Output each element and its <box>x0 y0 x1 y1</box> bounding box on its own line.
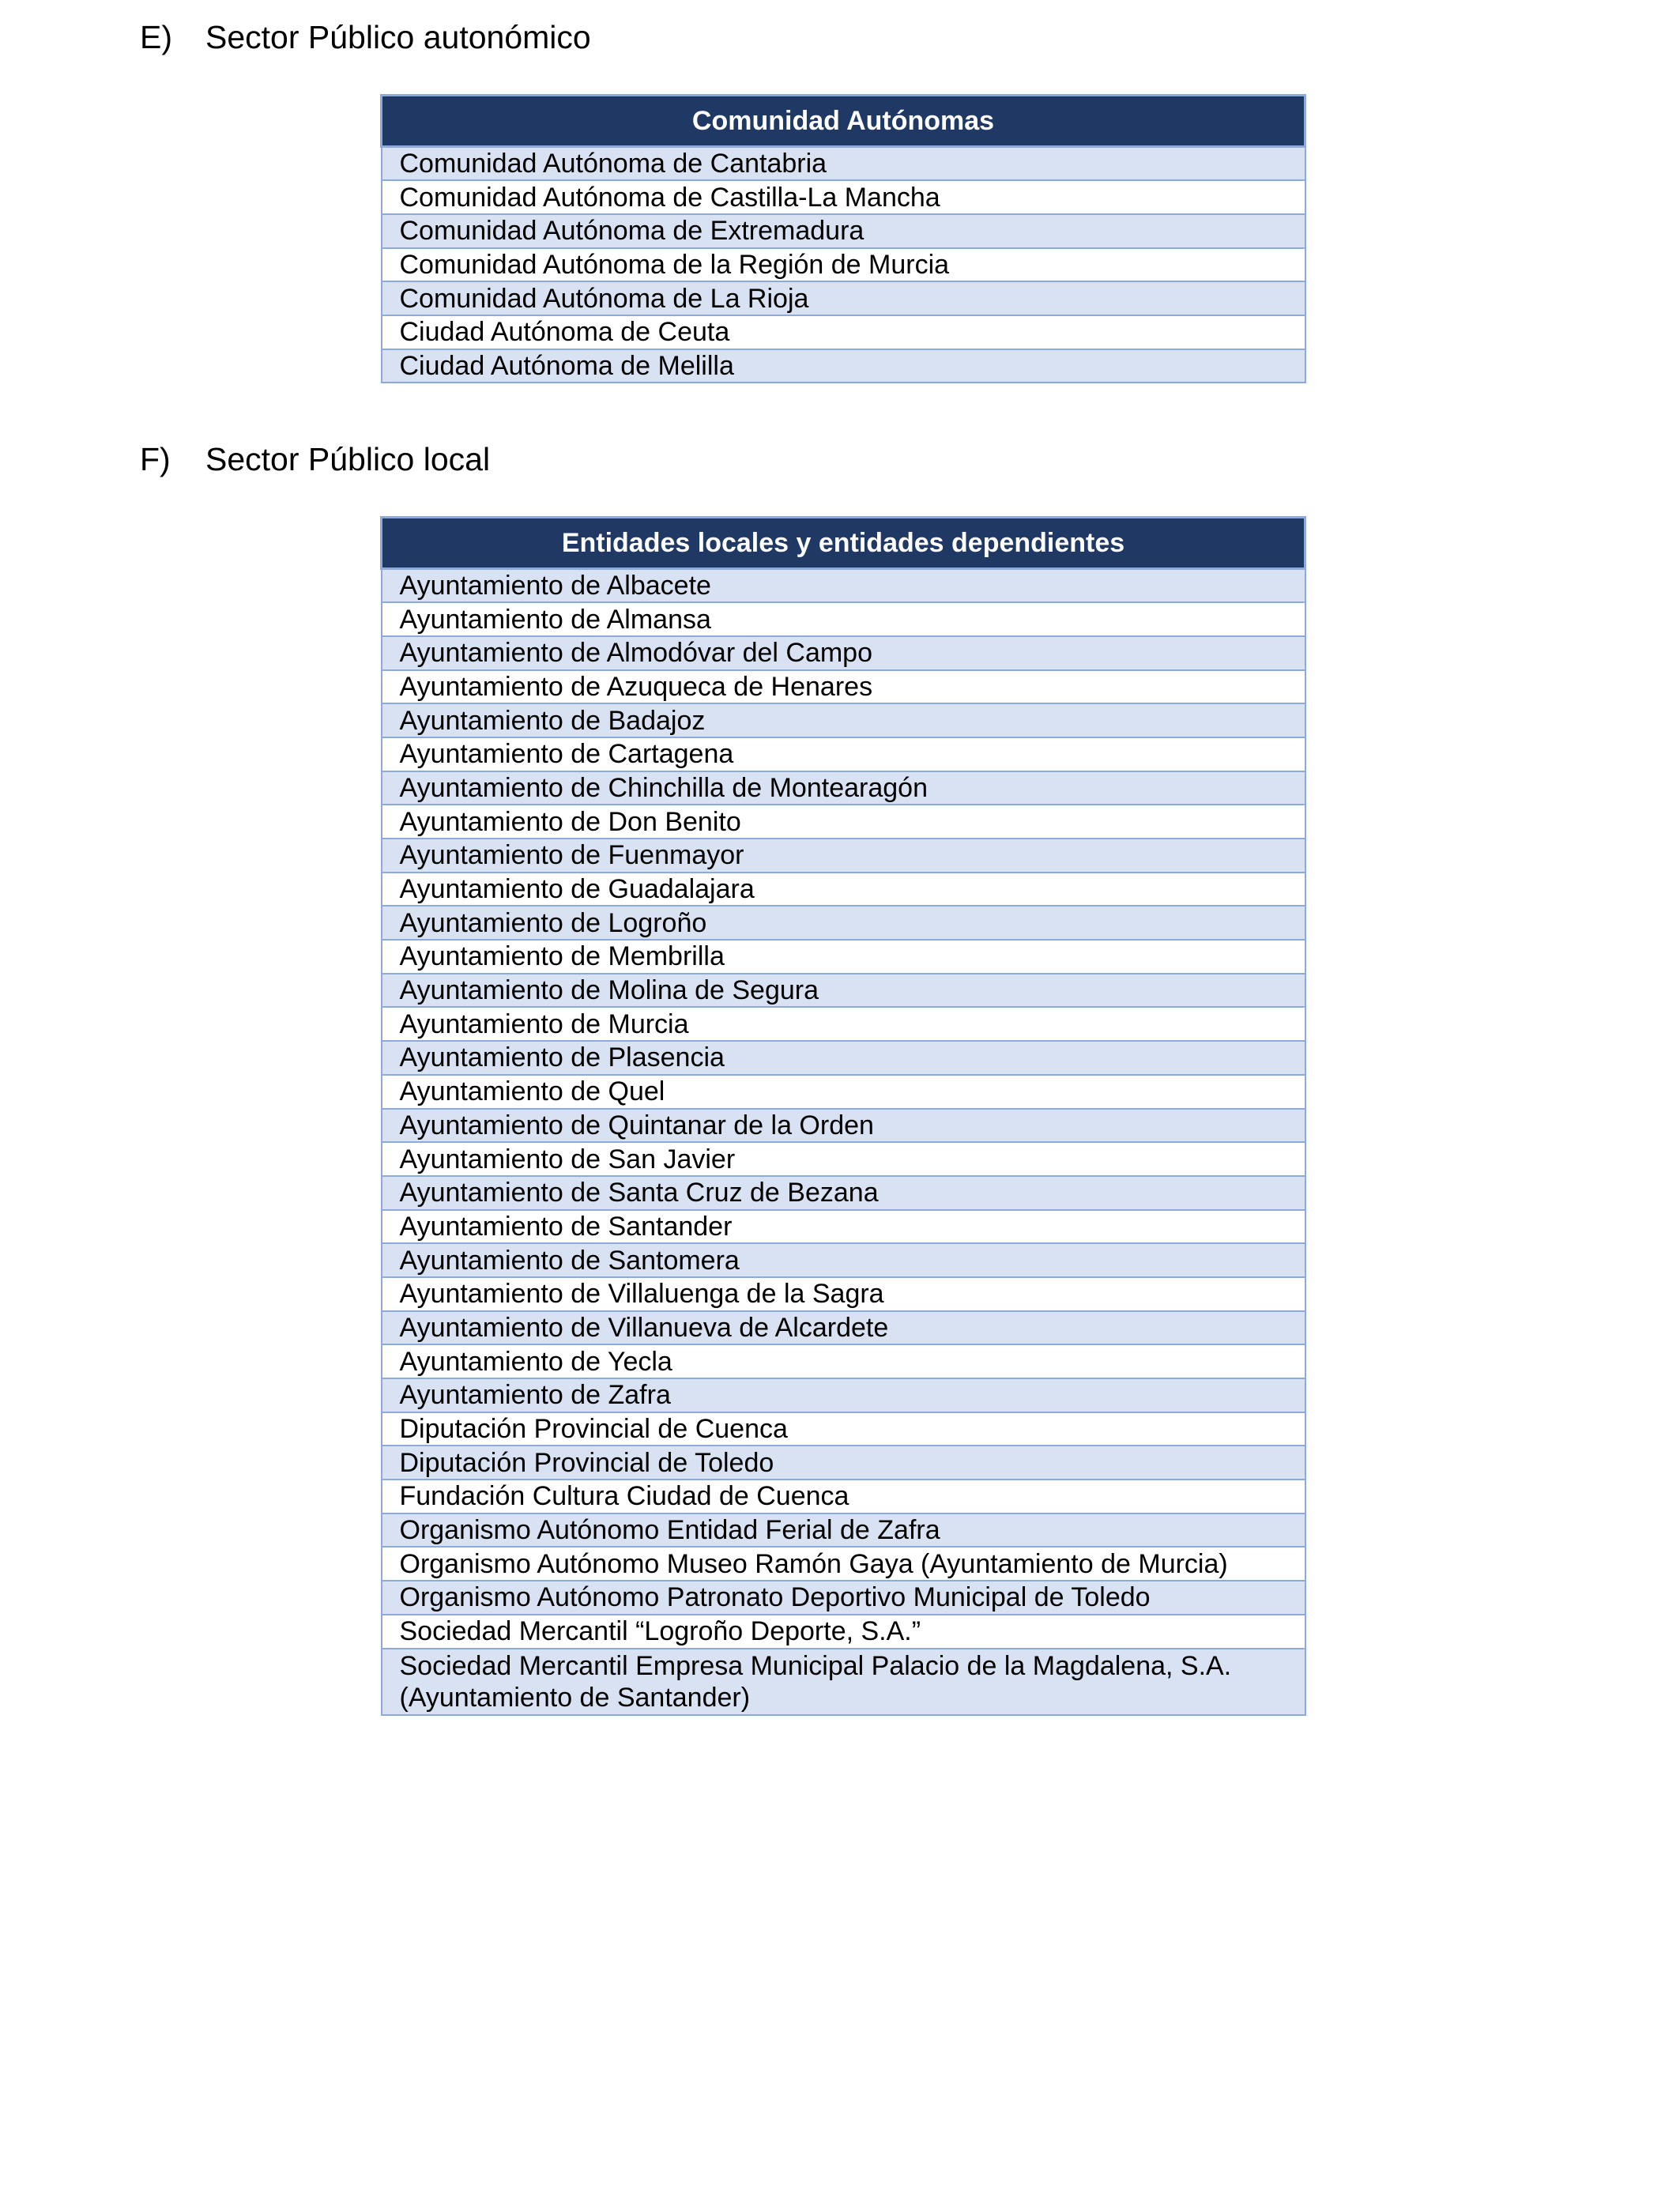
table-cell: Ayuntamiento de Yecla <box>382 1344 1305 1378</box>
table-cell: Ayuntamiento de Santander <box>382 1210 1305 1244</box>
table-cell: Sociedad Mercantil “Logroño Deporte, S.A.” <box>382 1615 1305 1649</box>
table-row <box>382 1277 1305 1311</box>
table-cell: Comunidad Autónoma de la Región de Murcia <box>382 248 1305 282</box>
table-cell: Ayuntamiento de Almodóvar del Campo <box>382 636 1305 670</box>
table-row <box>382 1649 1305 1715</box>
table-cell: Ayuntamiento de Quel <box>382 1075 1305 1109</box>
table-row <box>382 1378 1305 1412</box>
table-row <box>382 940 1305 974</box>
table-cell: Ayuntamiento de Almansa <box>382 602 1305 636</box>
section-e-letter: E) <box>140 19 172 55</box>
table-row <box>382 315 1305 349</box>
autonomous-communities-table-body <box>382 147 1305 383</box>
table-cell: Ayuntamiento de Logroño <box>382 906 1305 940</box>
table-row <box>382 180 1305 214</box>
table-row <box>382 1041 1305 1075</box>
local-entities-table-header: Entidades locales y entidades dependientes <box>382 518 1305 569</box>
table-cell: Sociedad Mercantil Empresa Municipal Palacio de la Magdalena, S.A. (Ayuntamiento de Santander) <box>382 1649 1305 1715</box>
table-row <box>382 214 1305 248</box>
table-row <box>382 737 1305 771</box>
table-row <box>382 906 1305 940</box>
table-cell: Ayuntamiento de Cartagena <box>382 737 1305 771</box>
table-cell: Comunidad Autónoma de Cantabria <box>382 147 1305 181</box>
table-cell: Ayuntamiento de Quintanar de la Orden <box>382 1109 1305 1143</box>
table-row <box>382 1514 1305 1547</box>
table-cell: Ayuntamiento de Badajoz <box>382 703 1305 737</box>
table-cell: Ayuntamiento de Guadalajara <box>382 873 1305 907</box>
table-cell: Ciudad Autónoma de Melilla <box>382 349 1305 383</box>
table-cell: Ayuntamiento de San Javier <box>382 1142 1305 1176</box>
table-cell: Ayuntamiento de Membrilla <box>382 940 1305 974</box>
table-cell: Comunidad Autónoma de Extremadura <box>382 214 1305 248</box>
table-row <box>382 974 1305 1008</box>
table-cell: Fundación Cultura Ciudad de Cuenca <box>382 1480 1305 1514</box>
table-cell: Ayuntamiento de Don Benito <box>382 805 1305 839</box>
table-row <box>382 839 1305 873</box>
table-header-row <box>382 518 1305 569</box>
table-cell: Diputación Provincial de Cuenca <box>382 1412 1305 1446</box>
table-row <box>382 1243 1305 1277</box>
table-row <box>382 248 1305 282</box>
table-cell: Organismo Autónomo Museo Ramón Gaya (Ayuntamiento de Murcia) <box>382 1547 1305 1581</box>
local-entities-table-body <box>382 569 1305 1715</box>
table-row <box>382 602 1305 636</box>
table-row <box>382 1615 1305 1649</box>
table-cell: Ayuntamiento de Plasencia <box>382 1041 1305 1075</box>
table-row <box>382 805 1305 839</box>
table-row <box>382 1547 1305 1581</box>
table-header-row <box>382 96 1305 147</box>
table-cell: Comunidad Autónoma de Castilla-La Mancha <box>382 180 1305 214</box>
table-cell: Ayuntamiento de Molina de Segura <box>382 974 1305 1008</box>
table-row <box>382 349 1305 383</box>
table-cell: Ayuntamiento de Santa Cruz de Bezana <box>382 1176 1305 1210</box>
table-row <box>382 1446 1305 1480</box>
table-row <box>382 569 1305 603</box>
table-row <box>382 1480 1305 1514</box>
table-cell: Ayuntamiento de Chinchilla de Montearagón <box>382 771 1305 805</box>
table-cell: Ayuntamiento de Villanueva de Alcardete <box>382 1311 1305 1345</box>
table-row <box>382 281 1305 315</box>
table-cell: Ayuntamiento de Albacete <box>382 569 1305 603</box>
table-row <box>382 147 1305 181</box>
table-row <box>382 670 1305 704</box>
table-cell: Organismo Autónomo Entidad Ferial de Zafra <box>382 1514 1305 1547</box>
table-row <box>382 1311 1305 1345</box>
table-row <box>382 703 1305 737</box>
table-cell: Ayuntamiento de Zafra <box>382 1378 1305 1412</box>
table-row <box>382 1412 1305 1446</box>
table-cell: Ayuntamiento de Murcia <box>382 1007 1305 1041</box>
section-e-title: Sector Público autonómico <box>205 19 591 55</box>
table-row <box>382 1176 1305 1210</box>
table-row <box>382 1075 1305 1109</box>
table-row <box>382 1007 1305 1041</box>
table-row <box>382 1344 1305 1378</box>
section-f-title: Sector Público local <box>205 441 491 477</box>
table-row <box>382 771 1305 805</box>
table-row <box>382 1581 1305 1615</box>
table-cell: Organismo Autónomo Patronato Deportivo Municipal de Toledo <box>382 1581 1305 1615</box>
table-cell: Ayuntamiento de Santomera <box>382 1243 1305 1277</box>
table-cell: Ciudad Autónoma de Ceuta <box>382 315 1305 349</box>
table-row <box>382 873 1305 907</box>
autonomous-communities-table <box>380 94 1306 383</box>
table-cell: Diputación Provincial de Toledo <box>382 1446 1305 1480</box>
table-row <box>382 1210 1305 1244</box>
local-entities-table <box>380 516 1306 1716</box>
table-row <box>382 636 1305 670</box>
table-row <box>382 1142 1305 1176</box>
table-cell: Ayuntamiento de Azuqueca de Henares <box>382 670 1305 704</box>
table-cell: Comunidad Autónoma de La Rioja <box>382 281 1305 315</box>
table-cell: Ayuntamiento de Villaluenga de la Sagra <box>382 1277 1305 1311</box>
autonomous-communities-table-header: Comunidad Autónomas <box>382 96 1305 147</box>
table-cell: Ayuntamiento de Fuenmayor <box>382 839 1305 873</box>
table-row <box>382 1109 1305 1143</box>
section-f-letter: F) <box>140 441 171 477</box>
